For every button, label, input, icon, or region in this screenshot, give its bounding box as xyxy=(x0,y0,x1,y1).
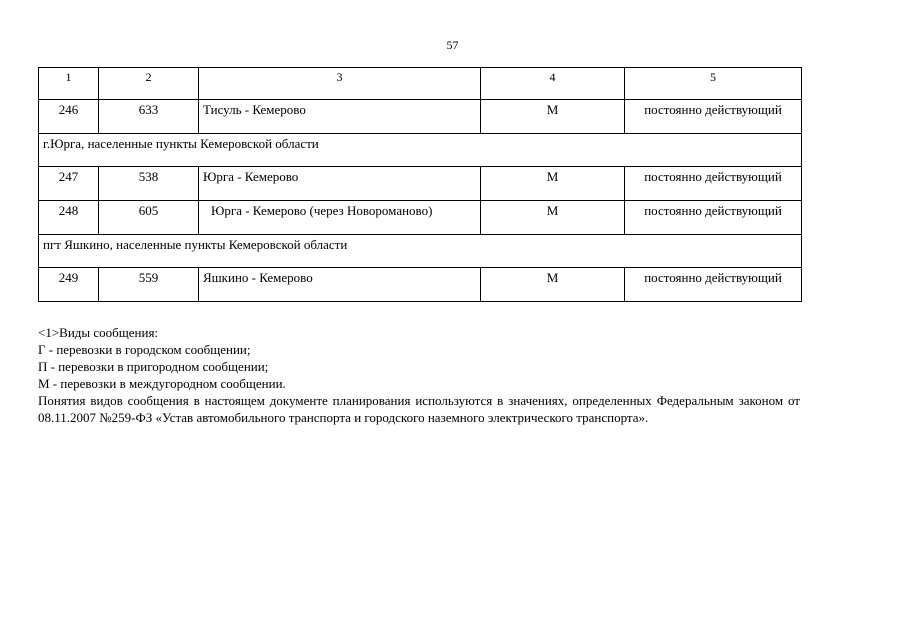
route-status: постоянно действующий xyxy=(625,268,802,302)
section-row xyxy=(39,235,802,268)
section-row xyxy=(39,134,802,167)
table-row xyxy=(39,268,802,302)
footnote-paragraph: Понятия видов сообщения в настоящем документе планирования используются в значениях, определенных Федеральным законом от 08.11.2007 №259-ФЗ «Устав автомобильного транспорта и городского наземного электрического транспорта». xyxy=(38,393,800,425)
footnote-item: П - перевозки в пригородном сообщении; xyxy=(38,359,269,374)
route-name: Яшкино - Кемерово xyxy=(199,268,481,302)
registry-number: 605 xyxy=(99,201,199,235)
route-number: 247 xyxy=(39,167,99,201)
route-status: постоянно действующий xyxy=(625,201,802,235)
route-status: постоянно действующий xyxy=(625,100,802,134)
section-title: г.Юрга, населенные пункты Кемеровской области xyxy=(39,134,802,167)
route-kind: М xyxy=(481,201,625,235)
header-cell: 1 xyxy=(39,68,99,100)
registry-number: 538 xyxy=(99,167,199,201)
footnote-item: Г - перевозки в городском сообщении; xyxy=(38,342,251,357)
header-cell: 3 xyxy=(199,68,481,100)
routes-table xyxy=(38,67,802,302)
header-cell: 2 xyxy=(99,68,199,100)
route-kind: М xyxy=(481,100,625,134)
footnotes xyxy=(38,324,800,426)
route-name: Юрга - Кемерово xyxy=(199,167,481,201)
footnote-item: М - перевозки в междугородном сообщении. xyxy=(38,376,286,391)
registry-number: 633 xyxy=(99,100,199,134)
route-status: постоянно действующий xyxy=(625,167,802,201)
header-cell: 4 xyxy=(481,68,625,100)
route-kind: М xyxy=(481,268,625,302)
footnote-heading: <1>Виды сообщения: xyxy=(38,325,159,340)
table-header-row xyxy=(39,68,802,100)
route-name: Юрга - Кемерово (через Новороманово) xyxy=(199,201,481,235)
section-title: пгт Яшкино, населенные пункты Кемеровской области xyxy=(39,235,802,268)
route-name: Тисуль - Кемерово xyxy=(199,100,481,134)
registry-number: 559 xyxy=(99,268,199,302)
route-number: 246 xyxy=(39,100,99,134)
table-row xyxy=(39,201,802,235)
route-kind: М xyxy=(481,167,625,201)
route-number: 249 xyxy=(39,268,99,302)
table-row xyxy=(39,100,802,134)
header-cell: 5 xyxy=(625,68,802,100)
table-row xyxy=(39,167,802,201)
route-number: 248 xyxy=(39,201,99,235)
page-number: 57 xyxy=(446,38,459,52)
